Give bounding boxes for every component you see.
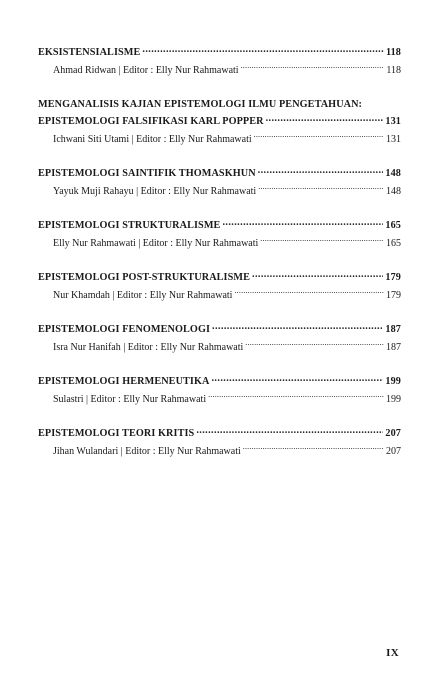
toc-title-line[interactable]: [38, 165, 401, 182]
toc-title-line[interactable]: [38, 373, 401, 390]
toc-page-number: 165: [385, 220, 401, 231]
toc-title-line[interactable]: [38, 113, 401, 130]
toc-author-page-number: 118: [386, 65, 401, 76]
dot-leader: [196, 426, 383, 436]
toc-author-line[interactable]: [38, 235, 401, 252]
toc-title-line[interactable]: [38, 321, 401, 338]
toc-author: Ichwani Siti Utami | Editor : Elly Nur Rahmawati: [53, 134, 252, 145]
toc-entry-post-strukturalisme[interactable]: [38, 269, 401, 304]
dot-leader: [266, 114, 384, 124]
toc-title-line[interactable]: [38, 425, 401, 442]
toc-title: EPISTEMOLOGI TEORI KRITIS: [38, 428, 195, 439]
toc-title: EKSISTENSIALISME: [38, 47, 141, 58]
toc-entry-thomaskhun[interactable]: [38, 165, 401, 200]
toc-entry-teori-kritis[interactable]: [38, 425, 401, 460]
toc-author-page-number: 187: [386, 342, 401, 353]
toc-author: Jihan Wulandari | Editor : Elly Nur Rahmawati: [53, 446, 241, 457]
toc-title: EPISTEMOLOGI POST-STRUKTURALISME: [38, 272, 250, 283]
dot-leader: [211, 374, 383, 384]
toc-author-page-number: 148: [386, 186, 401, 197]
toc-author-page-number: 207: [386, 446, 401, 457]
toc-author: Sulastri | Editor : Elly Nur Rahmawati: [53, 394, 207, 405]
dot-leader: [241, 63, 385, 73]
toc-author: Elly Nur Rahmawati | Editor : Elly Nur Rahmawati: [53, 238, 259, 249]
toc-page-number: 199: [385, 376, 401, 387]
dot-leader: [243, 444, 384, 454]
toc-author-page-number: 179: [386, 290, 401, 301]
toc-page-number: 148: [385, 168, 401, 179]
toc-entry-eksistensialisme[interactable]: [38, 44, 401, 79]
toc-entry-fenomenologi[interactable]: [38, 321, 401, 356]
toc-author-line[interactable]: [38, 339, 401, 356]
toc-author: Yayuk Muji Rahayu | Editor : Elly Nur Rahmawati: [53, 186, 257, 197]
toc-title-line[interactable]: [38, 44, 401, 61]
toc-author-line[interactable]: [38, 287, 401, 304]
toc-author-page-number: 199: [386, 394, 401, 405]
toc-entry-karl-popper[interactable]: [38, 96, 401, 148]
toc-page-number: 118: [385, 47, 401, 58]
toc-author-page-number: 131: [386, 134, 401, 145]
toc-title: EPISTEMOLOGI STRUKTURALISME: [38, 220, 221, 231]
dot-leader: [258, 166, 384, 176]
dot-leader: [254, 132, 384, 142]
page-folio: IX: [386, 647, 399, 659]
toc-title-line[interactable]: [38, 269, 401, 286]
toc-author-line[interactable]: [38, 391, 401, 408]
toc-author: Ahmad Ridwan | Editor : Elly Nur Rahmawati: [53, 65, 239, 76]
dot-leader: [212, 322, 383, 332]
toc-title: EPISTEMOLOGI SAINTIFIK THOMASKHUN: [38, 168, 256, 179]
toc-title-first-line: MENGANALISIS KAJIAN EPISTEMOLOGI ILMU PENGETAHUAN:: [38, 99, 363, 110]
toc-author: Nur Khamdah | Editor : Elly Nur Rahmawati: [53, 290, 233, 301]
dot-leader: [258, 184, 384, 194]
dot-leader: [260, 236, 384, 246]
toc-page-number: 179: [385, 272, 401, 283]
dot-leader: [222, 218, 383, 228]
toc-page-number: 131: [385, 116, 401, 127]
dot-leader: [234, 288, 384, 298]
toc-entry-strukturalisme[interactable]: [38, 217, 401, 252]
dot-leader: [142, 45, 384, 55]
toc-author-page-number: 165: [386, 238, 401, 249]
dot-leader: [252, 270, 383, 280]
toc-entry-hermeneutika[interactable]: [38, 373, 401, 408]
toc-author-line[interactable]: [38, 62, 401, 79]
toc-title: EPISTEMOLOGI FENOMENOLOGI: [38, 324, 211, 335]
toc-author: Isra Nur Hanifah | Editor : Elly Nur Rahmawati: [53, 342, 244, 353]
toc-title: EPISTEMOLOGI FALSIFIKASI KARL POPPER: [38, 116, 264, 127]
toc-title: EPISTEMOLOGI HERMENEUTIKA: [38, 376, 210, 387]
table-of-contents: [38, 44, 401, 460]
toc-page-number: 187: [385, 324, 401, 335]
toc-author-line[interactable]: [38, 443, 401, 460]
dot-leader: [208, 392, 384, 402]
toc-page-number: 207: [385, 428, 401, 439]
toc-title-line[interactable]: [38, 217, 401, 234]
toc-author-line[interactable]: [38, 131, 401, 148]
toc-author-line[interactable]: [38, 183, 401, 200]
dot-leader: [245, 340, 384, 350]
